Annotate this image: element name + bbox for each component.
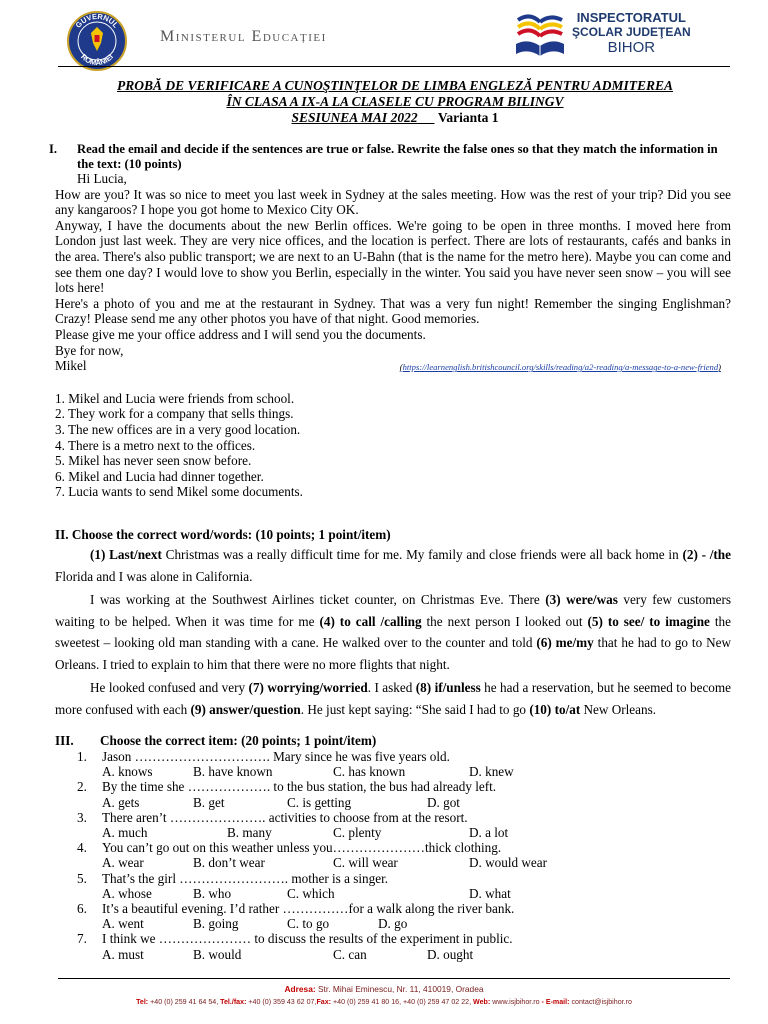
- address-value: Str. Mihai Eminescu, Nr. 11, 410019, Oradea: [315, 984, 484, 994]
- answer-option[interactable]: D. would wear: [469, 855, 548, 871]
- fax-label: Fax:: [316, 998, 332, 1006]
- email-paragraph-2: Anyway, I have the documents about the new Berlin offices. We're going to be open in three months. I moved here from London just last week. They are very nice offices, and the location is perfect. There are lots of restaurants, cafés and banks in the area. There's also public transport; we are next to an U-Bahn (that is the name for the metro here). Maybe you can come and see them one day? I would love to show you Berlin, especially in the winter. You said you have never seen snow – you will see lots here!: [55, 217, 731, 296]
- answer-option[interactable]: A. gets: [102, 794, 140, 810]
- answer-option[interactable]: D. knew: [469, 764, 514, 780]
- question-number: 1.: [77, 749, 87, 765]
- answer-options: [55, 825, 731, 840]
- choice-2: (2) - /the: [682, 547, 731, 563]
- variant-label: Varianta 1: [437, 110, 499, 125]
- email-signature-line: [55, 358, 731, 374]
- answer-option[interactable]: C. to go: [287, 916, 330, 932]
- question-item: [55, 901, 731, 916]
- page-footer: [0, 983, 768, 1008]
- footer-contacts: [0, 996, 768, 1008]
- email-paragraph-4: Please give me your office address and I will send you the documents.: [55, 326, 426, 342]
- answer-options: [55, 916, 731, 931]
- answer-option[interactable]: D. ought: [427, 946, 474, 962]
- answer-option[interactable]: B. going: [193, 916, 239, 932]
- answer-option[interactable]: D. got: [427, 794, 460, 810]
- story-text: the next person I looked out: [421, 613, 588, 629]
- question-number: 6.: [77, 901, 87, 917]
- question-text: That’s the girl ……………………. mother is a singer.: [102, 870, 389, 886]
- answer-option[interactable]: C. is getting: [287, 794, 352, 810]
- email-greeting: Hi Lucia,: [77, 171, 127, 186]
- story-text: very few customers waiting to be helped. When it was time for me: [55, 592, 732, 629]
- isj-name-line1: INSPECTORATUL: [576, 10, 686, 25]
- answer-option[interactable]: A. knows: [102, 764, 153, 780]
- ministry-name: Ministerul Educației: [160, 28, 327, 45]
- answer-option[interactable]: A. went: [102, 916, 144, 932]
- story-text: he had a reservation, but he seemed to become more confused with each: [55, 680, 731, 717]
- isj-name-line3: BIHOR: [607, 39, 656, 56]
- choice-4: (4) to call /calling: [319, 613, 422, 629]
- question-item: [55, 749, 731, 764]
- question-number: 5.: [77, 870, 87, 886]
- source-link[interactable]: (https://learnenglish.britishcouncil.org/skills/reading/a2-reading/a-message-to-a-new-friend): [399, 362, 721, 373]
- email-signature: Mikel: [55, 358, 87, 374]
- choice-1: (1) Last/next: [90, 547, 162, 563]
- question-text: Jason …………………………. Mary since he was five years old.: [102, 749, 450, 765]
- answer-options: [55, 947, 731, 962]
- story-text: New Orleans.: [580, 701, 657, 717]
- page-header: [0, 0, 768, 66]
- email-link[interactable]: contact@isjbihor.ro: [569, 998, 632, 1006]
- question-text: It’s a beautiful evening. I’d rather ……………for a walk along the river bank.: [102, 901, 515, 917]
- answer-option[interactable]: B. would: [193, 946, 242, 962]
- question-number: 3.: [77, 809, 87, 825]
- section-1-heading: [49, 142, 731, 171]
- question-item: [55, 871, 731, 886]
- choice-6: (6) me/my: [536, 635, 594, 651]
- question-number: 4.: [77, 840, 87, 856]
- header-divider: [58, 66, 730, 67]
- email-closing: Bye for now,: [55, 342, 124, 358]
- telfax-value: +40 (0) 359 43 62 07,: [246, 998, 317, 1006]
- footer-divider: [58, 978, 730, 979]
- telfax-label: Tel./fax:: [220, 998, 247, 1006]
- question-item: [55, 779, 731, 794]
- answer-option[interactable]: B. many: [227, 825, 272, 841]
- answer-options: [55, 795, 731, 810]
- statement-item: 5. Mikel has never seen snow before.: [55, 453, 252, 469]
- email-text: [55, 171, 731, 374]
- answer-option[interactable]: B. don’t wear: [193, 855, 265, 871]
- answer-option[interactable]: B. who: [193, 885, 232, 901]
- question-text: By the time she ………………. to the bus station, the bus had already left.: [102, 779, 497, 795]
- statement-item: 3. The new offices are in a very good location.: [55, 421, 301, 437]
- choice-5: (5) to see/ to imagine: [587, 613, 710, 629]
- question-text: You can’t go out on this weather unless you…………………thick clothing.: [102, 840, 502, 856]
- answer-option[interactable]: A. whose: [102, 885, 152, 901]
- story-paragraph-2: [55, 589, 731, 675]
- section-2: [55, 527, 731, 721]
- session-label: SESIUNEA MAI 2022: [291, 110, 418, 125]
- answer-option[interactable]: B. get: [193, 794, 225, 810]
- choice-9: (9) answer/question: [190, 701, 301, 717]
- section-1-instruction: Read the email and decide if the sentences are true or false. Rewrite the false ones so that they match the information in the text: (10 points): [77, 142, 718, 171]
- choice-8: (8) if/unless: [415, 680, 481, 696]
- footer-address: [0, 983, 768, 996]
- exam-title: [60, 78, 730, 126]
- story-text: . He just kept saying: “She said I had to go: [300, 701, 530, 717]
- title-line-1: PROBĂ DE VERIFICARE A CUNOŞTINŢELOR DE LIMBA ENGLEZĂ PENTRU ADMITEREA: [117, 78, 673, 93]
- answer-option[interactable]: C. can: [333, 946, 367, 962]
- question-item: [55, 931, 731, 946]
- true-false-statements: [55, 391, 731, 500]
- title-line-2: ÎN CLASA A IX-A LA CLASELE CU PROGRAM BILINGV: [226, 94, 564, 109]
- answer-option[interactable]: A. much: [102, 825, 148, 841]
- tel-value: +40 (0) 259 41 64 54,: [148, 998, 221, 1006]
- question-item: [55, 840, 731, 855]
- answer-options: [55, 855, 731, 870]
- story-text: He looked confused and very: [90, 680, 249, 696]
- answer-option[interactable]: C. which: [287, 885, 335, 901]
- multiple-choice-list: [55, 749, 731, 962]
- title-line-3: [60, 110, 730, 126]
- story-text: I was working at the Southwest Airlines ticket counter, on Christmas Eve. There: [90, 592, 546, 608]
- question-text: I think we ………………… to discuss the results of the experiment in public.: [102, 931, 513, 947]
- web-link[interactable]: www.isjbihor.ro: [490, 998, 540, 1006]
- choice-10: (10) to/at: [529, 701, 581, 717]
- seal-top-text: GUVERNUL: [73, 11, 121, 30]
- statement-item: 2. They work for a company that sells things.: [55, 406, 294, 422]
- email-paragraph-1: How are you? It was so nice to meet you last week in Sydney at the sales meeting. How was the rest of your trip? Did you see any kangaroos? I hope you got home to Mexico City OK.: [55, 186, 731, 218]
- isj-book-flag-logo-icon: [512, 10, 568, 62]
- answer-option[interactable]: B. have known: [193, 764, 273, 780]
- question-item: [55, 810, 731, 825]
- question-number: 2.: [77, 779, 87, 795]
- gov-romania-seal-icon: [66, 10, 128, 72]
- story-text: Florida and I was alone in California.: [55, 568, 253, 584]
- question-text: There aren’t …………………. activities to choose from at the resort.: [102, 809, 468, 825]
- answer-option[interactable]: C. has known: [333, 764, 406, 780]
- answer-option[interactable]: D. a lot: [469, 825, 509, 841]
- answer-options: [55, 886, 731, 901]
- address-label: Adresa:: [284, 984, 316, 994]
- seal-bottom-text: ROMÂNIEI: [79, 52, 115, 68]
- source-url[interactable]: https://learnenglish.britishcouncil.org/skills/reading/a2-reading/a-message-to-a-new-friend: [402, 362, 719, 373]
- section-1-number: I.: [49, 142, 58, 156]
- section-3-title: Choose the correct item: (20 points; 1 point/item): [100, 733, 377, 749]
- answer-options: [55, 764, 731, 779]
- email-paragraph-3: Here's a photo of you and me at the restaurant in Sydney. That was a very fun night! Remember the singing Englishman? Crazy! Please send me any other photos you have of that night. Good memories.: [55, 295, 731, 327]
- story-text: the sweetest – looking old man standing with a cane. He walked over to the counter and told: [55, 613, 731, 651]
- choice-3: (3) were/was: [545, 592, 618, 608]
- question-number: 7.: [77, 931, 87, 947]
- section-3: [55, 733, 731, 961]
- isj-name: [572, 10, 691, 56]
- statement-item: 1. Mikel and Lucia were friends from school.: [55, 390, 295, 406]
- story-paragraph-3: [55, 677, 731, 720]
- tel-label: Tel:: [136, 998, 149, 1006]
- web-label: Web:: [473, 998, 491, 1006]
- story-text: that he had to go to New Orleans. I tried to explain to him that there were no more flights that night.: [55, 635, 731, 672]
- story-paragraph-1: [55, 544, 731, 587]
- answer-option[interactable]: D. go: [378, 916, 408, 932]
- story-text: Christmas was a really difficult time for me. My family and close friends were all back home in: [161, 547, 683, 563]
- exam-content: [49, 142, 732, 962]
- story-text: . I asked: [367, 680, 416, 696]
- statement-item: 4. There is a metro next to the offices.: [55, 437, 256, 453]
- answer-option[interactable]: A. must: [102, 946, 144, 962]
- answer-option[interactable]: D. what: [469, 885, 511, 901]
- email-label: - E-mail:: [539, 998, 570, 1006]
- fax-value: +40 (0) 259 41 80 16, +40 (0) 259 47 02 22,: [331, 998, 474, 1006]
- section-2-heading: II. Choose the correct word/words: (10 points; 1 point/item): [55, 526, 391, 542]
- statement-item: 7. Lucia wants to send Mikel some documents.: [55, 484, 303, 500]
- answer-option[interactable]: C. will wear: [333, 855, 398, 871]
- section-3-heading: [55, 733, 731, 749]
- answer-option[interactable]: A. wear: [102, 855, 144, 871]
- isj-name-line2: ŞCOLAR JUDEŢEAN: [572, 25, 691, 39]
- statement-item: 6. Mikel and Lucia had dinner together.: [55, 468, 264, 484]
- answer-option[interactable]: C. plenty: [333, 825, 382, 841]
- section-3-number: III.: [55, 733, 74, 749]
- choice-7: (7) worrying/worried: [248, 680, 368, 696]
